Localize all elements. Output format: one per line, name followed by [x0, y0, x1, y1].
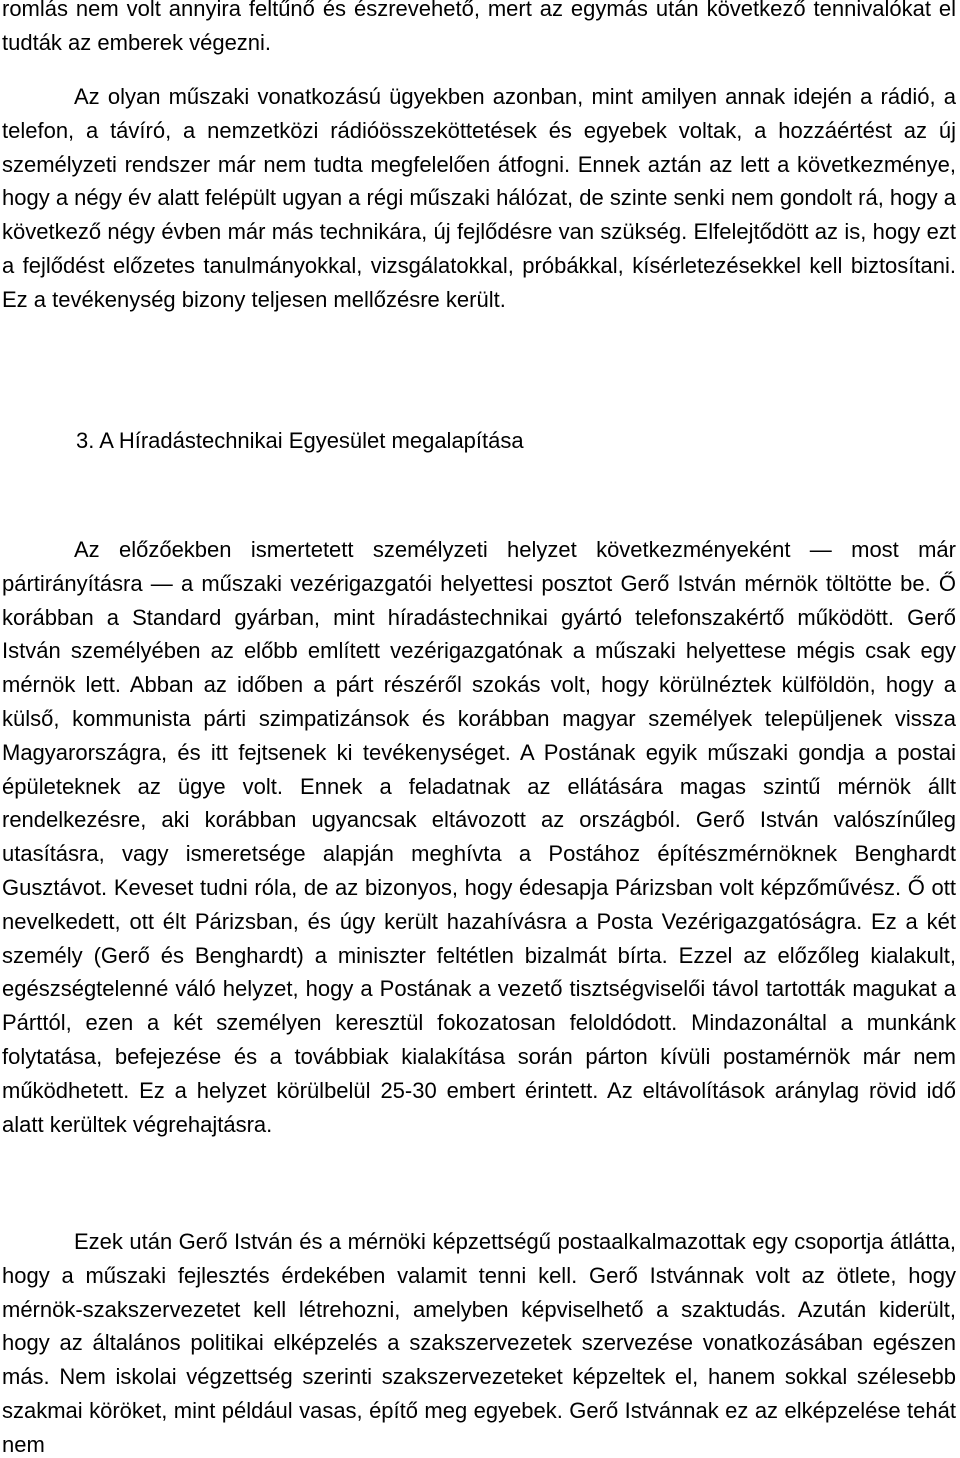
paragraph-engineering-union: Ezek után Gerő István és a mérnöki képzettségű postaalkalmazottak egy csoportja átlátta, hogy a műszaki fejlesztés érdekében valamit tenni kell. Gerő Istvánnak volt az ötlete, hogy mérnök-szakszervezetet kell létrehozni, amelyben képviselhető a szaktudás. Azután kiderült, hogy az általános politikai elképzelés a szakszervezetek szervezése vonatkozásában egészen más. Nem iskolai végzettség szerinti szakszervezeteket képzeltek el, hanem sokkal szélesebb szakmai köröket, mint például vasas, építő meg egyebek. Gerő Istvánnak ez az elképzelése tehát nem [2, 1229, 956, 1457]
paragraph-personnel: Az előzőekben ismertetett személyzeti helyzet következményeként — most már pártirányításra — a műszaki vezérigazgatói helyettesi posztot Gerő István mérnök töltötte be. Ő korábban a Standard gyárban, mint híradástechnikai gyártó telefonszakértő működött. Gerő István személyében az előbb említett vezérigazgatónak a műszaki helyettese mégis csak egy mérnök lett. Abban az időben a párt részéről szokás volt, hogy körülnéztek külföldön, hogy a külső, kommunista párti szimpatizánsok és korábban magyar személyek települjenek vissza Magyarországra, és itt fejtsenek ki tevékenységet. A Postának egyik műszaki gondja a postai épületeknek az ügye volt. Ennek a feladatnak az ellátására magas szintű mérnök állt rendelkezésre, aki korábban ugyancsak eltávozott az országból. Gerő István valószínűleg utasításra, vagy ismeretsége alapján meghívta a Postához építészmérnöknek Benghardt Gusztávot. Keveset tudni róla, de az bizonyos, hogy édesapja Párizsban volt képzőművész. Ő ott nevelkedett, ott élt Párizsban, és úgy került hazahívásra a Posta Vezérigazgatóságra. Ez a két személy (Gerő és Benghardt) a miniszter feltétlen bizalmát bírta. Ezzel az előzőleg kialakult, egészségtelenné váló helyzet, hogy a Postának a vezető tisztségviselői távol tartották magukat a Párttól, ezen a két személyen keresztül fokozatosan feloldódott. Mindazonáltal a munkánk folytatása, befejezése és a továbbiak kialakítása során párton kívüli postamérnök már nem működhetett. Ez a helyzet körülbelül 25-30 embert érintett. Az eltávolítások aránylag rövid idő alatt kerültek végrehajtásra. [2, 537, 956, 1137]
paragraph-continuation: romlás nem volt annyira feltűnő és észrevehető, mert az egymás után következő tennivalókat el tudták az emberek végezni. [2, 0, 956, 55]
paragraph-technical-matters: Az olyan műszaki vonatkozású ügyekben azonban, mint amilyen annak idején a rádió, a telefon, a távíró, a nemzetközi rádióösszeköttetések és egyebek voltak, a hozzáértést az új személyzeti rendszer már nem tudta megfelelően átfogni. Ennek aztán az lett a következménye, hogy a négy év alatt felépült ugyan a régi műszaki hálózat, de szinte senki nem gondolt rá, hogy a következő négy évben már más technikára, új fejlődésre van szükség. Elfelejtődött az is, hogy ezt a fejlődést előzetes tanulmányokkal, vizsgálatokkal, próbákkal, kísérletezésekkel kell biztosítani. Ez a tevékenység bizony teljesen mellőzésre került. [2, 84, 956, 312]
section-heading: 3. A Híradástechnikai Egyesület megalapítása [76, 428, 524, 453]
